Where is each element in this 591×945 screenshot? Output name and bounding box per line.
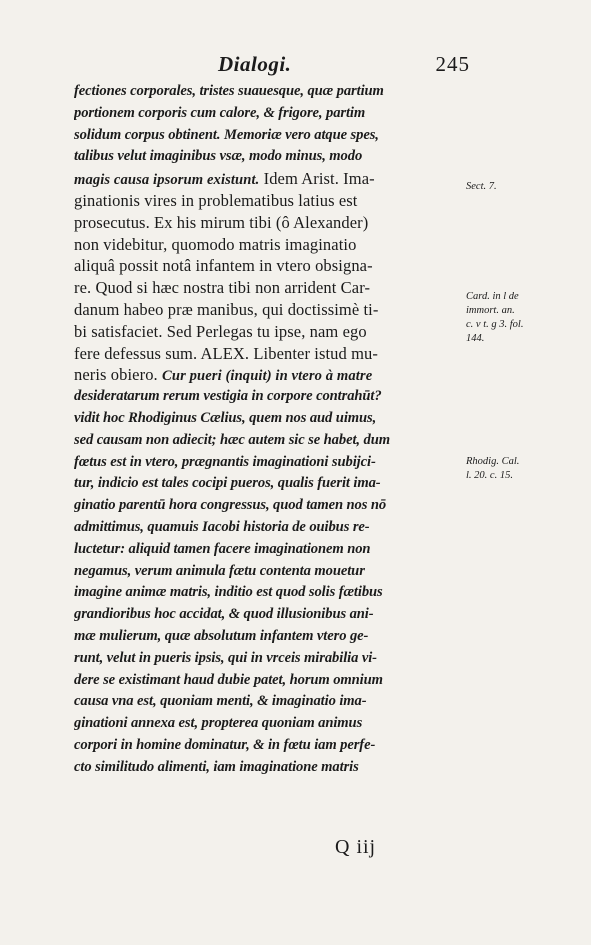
text-line: portionem corporis cum calore, & frigore, partim (74, 104, 366, 121)
text-line: ginationis vires in problematibus latius est (74, 190, 358, 210)
text-line: luctetur: aliquid tamen facere imaginationem non (74, 540, 371, 557)
text-line: non videbitur, quomodo matris imaginatio (74, 234, 357, 254)
text-line: ginationi annexa est, propterea quoniam animus (74, 715, 363, 732)
text-line: grandioribus hoc accidat, & quod illusionibus ani- (74, 606, 374, 623)
margin-note-line: immort. an. (466, 305, 515, 316)
text-line: aliquâ possit notâ infantem in vtero obsigna- (74, 256, 373, 276)
text-line: fere defessus sum. ALEX. Libenter istud mu- (74, 343, 378, 363)
margin-note-line: 144. (466, 333, 485, 344)
text-line: tur, indicio est tales cocipi pueros, qualis fuerit ima- (74, 475, 381, 492)
margin-note-line: c. v t. g 3. fol. (466, 319, 524, 330)
italic-span: Cur pueri (inquit) in vtero à matre (162, 368, 373, 385)
text-line: runt, velut in pueris ipsis, qui in vrceis mirabilia vi- (74, 649, 377, 666)
text-line: re. Quod si hæc nostra tibi non arrident Car- (74, 278, 371, 298)
text-line: bi satisfaciet. Sed Perlegas tu ipse, nam ego (74, 321, 367, 341)
margin-note-line: Rhodig. Cal. (466, 456, 520, 467)
text-line: desideratarum rerum vestigia in corpore contrahūt? (74, 388, 382, 405)
text-line (74, 168, 460, 190)
text-line: ginatio parentū hora congressus, quod tamen nos nō (74, 497, 387, 514)
text-line: mæ mulierum, quæ absolutum infantem vtero ge- (74, 627, 369, 644)
margin-note-rhodiginus (466, 455, 581, 483)
running-title: Dialogi. (218, 52, 292, 76)
text-line: negamus, verum animula fætu contenta mouetur (74, 562, 365, 579)
text-line: vidit hoc Rhodiginus Cælius, quem nos aud uimus, (74, 409, 377, 426)
text-line: solidum corpus obtinent. Memoriæ vero atque spes, (74, 126, 379, 143)
margin-note-line: l. 20. c. 15. (466, 470, 513, 481)
page-number: 245 (435, 52, 470, 76)
text-line: cto similitudo alimenti, iam imaginatione matris (74, 758, 359, 775)
text-line: talibus velut imaginibus vsæ, modo minus, modo (74, 148, 363, 165)
text-line: corpori in homine dominatur, & in fœtu iam perfe- (74, 736, 376, 753)
roman-span: neris obiero. (74, 365, 163, 385)
body-text (74, 81, 460, 779)
signature-mark: Q iij (335, 836, 377, 858)
margin-note-line: Sect. 7. (466, 181, 497, 192)
text-line: causa vna est, quoniam menti, & imaginatio ima- (74, 693, 367, 710)
text-line: prosecutus. Ex his mirum tibi (ô Alexander) (74, 212, 369, 232)
italic-span: magis causa ipsorum existunt. (74, 172, 260, 189)
text-line: admittimus, quamuis Iacobi historia de ouibus re- (74, 518, 370, 535)
text-line: dere se existimant haud dubie patet, horum omnium (74, 671, 383, 688)
text-line: danum habeo præ manibus, qui doctissimè ti- (74, 299, 379, 319)
margin-note-cardanus (466, 290, 581, 346)
roman-span: Idem Arist. Ima- (259, 169, 375, 189)
text-line: fœtus est in vtero, prægnantis imaginationi subijci- (74, 453, 376, 470)
running-head (210, 52, 470, 80)
text-line: imagine animæ matris, inditio est quod solis fætibus (74, 584, 383, 601)
margin-note-line: Card. in l de (466, 291, 519, 302)
margin-note-sect (466, 180, 581, 194)
text-line: fectiones corporales, tristes suauesque, quæ partium (74, 83, 384, 99)
text-line (74, 364, 460, 386)
text-line: sed causam non adiecit; hæc autem sic se habet, dum (74, 431, 390, 448)
